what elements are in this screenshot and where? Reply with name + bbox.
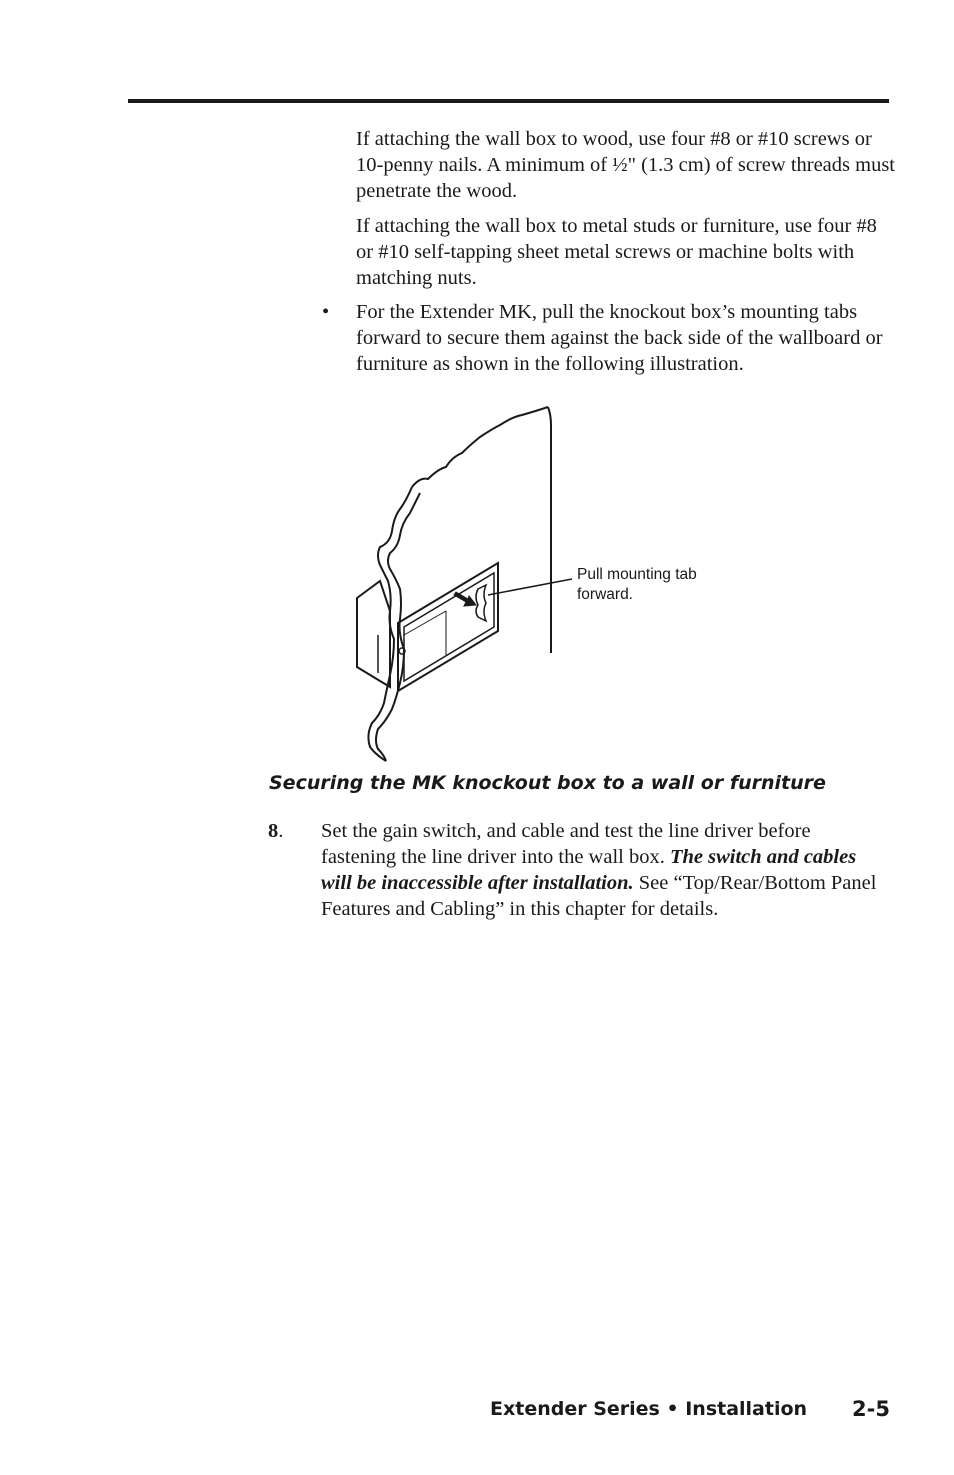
box-front-frame (398, 563, 498, 691)
metal-mounting-paragraph: If attaching the wall box to metal studs or furniture, use four #8 or #10 self-tapping sheet metal screws or machine bolts with matching nuts. (356, 215, 877, 289)
pull-arrow (454, 592, 476, 606)
mounting-tabs-bullet: For the Extender MK, pull the knockout box’s mounting tabs forward to secure them against the back side of the wallboard or furniture as shown in the following illustration. (356, 301, 883, 375)
wood-mounting-paragraph: If attaching the wall box to wood, use four #8 or #10 screws or 10-penny nails. A minimum of ½" (1.3 cm) of screw threads must penetrate the wood. (356, 128, 896, 202)
step-text-reference: See “Top/Rear/Bottom Panel Features and Cabling” in this chapter for details. (321, 872, 877, 920)
header-rule (128, 99, 889, 103)
mounting-tab (476, 585, 486, 621)
step-number-suffix: . (278, 820, 284, 842)
callout-leader (488, 579, 572, 595)
wallboard-edge (548, 407, 551, 653)
step-text-main: Set the gain switch, and cable and test the line driver before fastening the line driver into the wall box. (321, 820, 811, 868)
page-number: 2-5 (852, 1397, 890, 1421)
bullet-symbol: • (322, 301, 330, 323)
footer-title: Extender Series • Installation (490, 1398, 808, 1420)
callout-line-1: Pull mounting tab (577, 566, 697, 583)
step-text (321, 818, 881, 922)
callout-line-2: forward. (577, 586, 633, 603)
figure-caption: Securing the MK knockout box to a wall or furniture (269, 772, 826, 794)
box-side (357, 581, 390, 687)
step-text-emphasis: The switch and cables will be inaccessible after installation. (321, 846, 857, 894)
wallboard-top-edge (412, 407, 548, 487)
callout-label (577, 565, 697, 605)
step-number-value: 8 (268, 820, 279, 842)
step-number (268, 818, 283, 844)
